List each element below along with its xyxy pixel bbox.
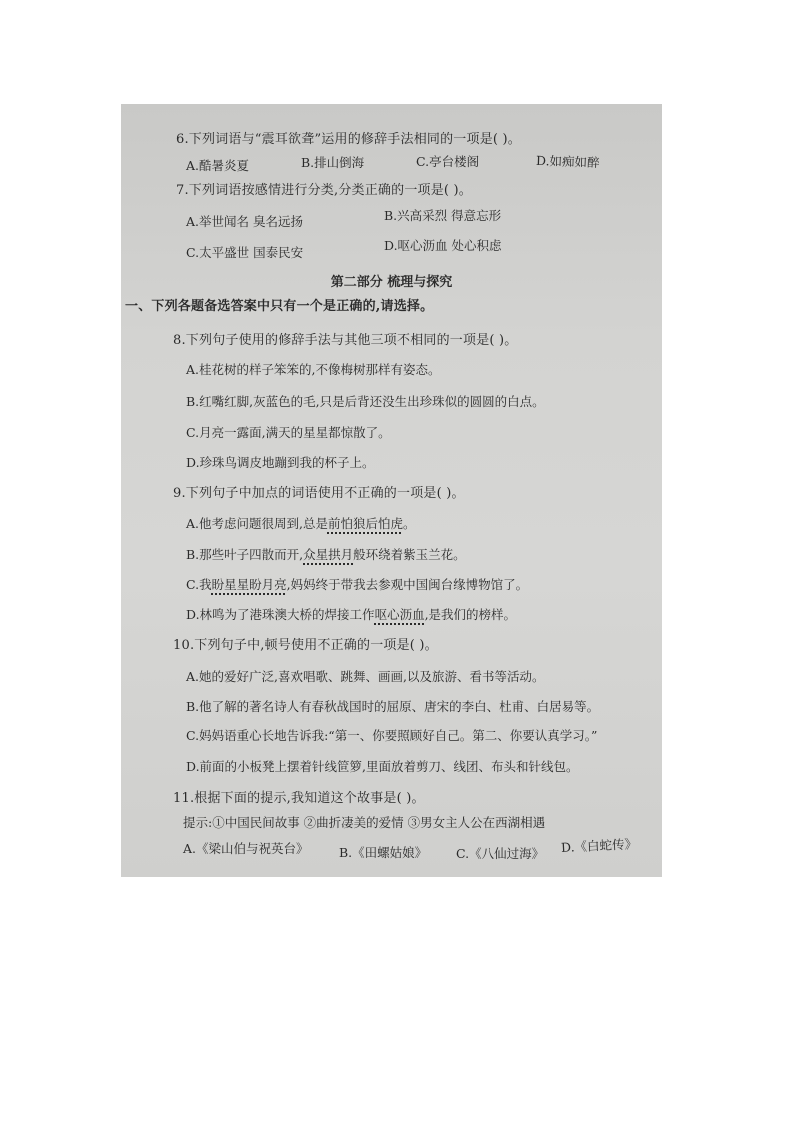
question-9-option-a	[186, 516, 416, 532]
question-9-option-c-text: C.我	[186, 577, 212, 592]
question-9-option-c-dotted-term: 盼星星盼月亮	[211, 577, 287, 592]
question-6-option-b: B.排山倒海	[301, 155, 365, 170]
question-6-stem: 6.下列词语与“震耳欲聋”运用的修辞手法相同的一项是( )。	[176, 132, 521, 147]
question-7-option-c: C.太平盛世 国泰民安	[186, 245, 304, 260]
question-8-option-b: B.红嘴红脚,灰蓝色的毛,只是后背还没生出珍珠似的圆圆的白点。	[186, 394, 545, 409]
question-11-option-d: D.《白蛇传》	[560, 836, 638, 855]
question-6-option-d: D.如痴如醉	[535, 152, 600, 171]
question-9-option-d-dotted-term: 呕心沥血	[374, 607, 425, 622]
question-10-option-d: D.前面的小板凳上摆着针线笸箩,里面放着剪刀、线团、布头和针线包。	[186, 759, 579, 774]
question-9-option-b-dotted-term: 众星拱月	[303, 547, 354, 562]
question-8-option-c: C.月亮一露面,满天的星星都惊散了。	[186, 425, 391, 440]
question-11-hint: 提示:①中国民间故事 ②曲折凄美的爱情 ③男女主人公在西湖相遇	[183, 815, 546, 830]
question-9-option-d-text: D.林鸣为了港珠澳大桥的焊接工作	[186, 607, 375, 622]
question-9-option-c	[186, 577, 528, 593]
question-7-stem: 7.下列词语按感情进行分类,分类正确的一项是( )。	[176, 183, 473, 198]
question-7-option-a: A.举世闻名 臭名远扬	[186, 214, 303, 229]
question-9-option-c-tail: ,妈妈终于带我去参观中国闽台缘博物馆了。	[286, 577, 529, 592]
question-8-option-d: D.珍珠鸟调皮地蹦到我的杯子上。	[186, 455, 375, 470]
question-9-option-b	[186, 547, 466, 563]
question-9-option-a-dotted-term: 前怕狼后怕虎	[327, 516, 403, 531]
question-8-stem: 8.下列句子使用的修辞手法与其他三项不相同的一项是( )。	[173, 333, 518, 348]
question-6-option-a: A.酷暑炎夏	[186, 158, 250, 173]
question-10-option-b: B.他了解的著名诗人有春秋战国时的屈原、唐宋的李白、杜甫、白居易等。	[186, 699, 600, 714]
question-9-option-a-text: A.他考虑问题很周到,总是	[186, 516, 328, 531]
question-11-option-c: C.《八仙过海》	[456, 846, 545, 861]
question-11-stem: 11.根据下面的提示,我知道这个故事是( )。	[173, 791, 425, 806]
question-9-option-d-tail: ,是我们的榜样。	[424, 607, 517, 622]
part-2-title: 第二部分 梳理与探究	[330, 275, 453, 290]
question-9-option-a-tail: 。	[403, 516, 416, 531]
question-9-option-b-text: B.那些叶子四散而开,	[186, 547, 304, 562]
question-8-option-a: A.桂花树的样子笨笨的,不像梅树那样有姿态。	[186, 362, 441, 377]
question-10-option-a: A.她的爱好广泛,喜欢唱歌、跳舞、画画,以及旅游、看书等活动。	[186, 669, 545, 684]
question-7-option-b: B.兴高采烈 得意忘形	[384, 208, 502, 223]
exam-page-photo	[121, 104, 662, 877]
question-9-option-d	[186, 607, 516, 623]
question-10-stem: 10.下列句子中,顿号使用不正确的一项是( )。	[173, 638, 438, 653]
question-7-option-d: D.呕心沥血 处心积虑	[384, 238, 502, 253]
question-10-option-c: C.妈妈语重心长地告诉我:“第一、你要照顾好自己。第二、你要认真学习。”	[186, 728, 598, 743]
question-6-option-c: C.亭台楼阁	[416, 154, 480, 169]
question-11-option-b: B.《田螺姑娘》	[339, 845, 428, 860]
question-9-stem: 9.下列句子中加点的词语使用不正确的一项是( )。	[173, 486, 465, 501]
question-11-option-a: A.《梁山伯与祝英台》	[183, 841, 309, 856]
part-2-instruction: 一、下列各题备选答案中只有一个是正确的,请选择。	[125, 299, 434, 314]
question-9-option-b-tail: 般环绕着紫玉兰花。	[353, 547, 466, 562]
